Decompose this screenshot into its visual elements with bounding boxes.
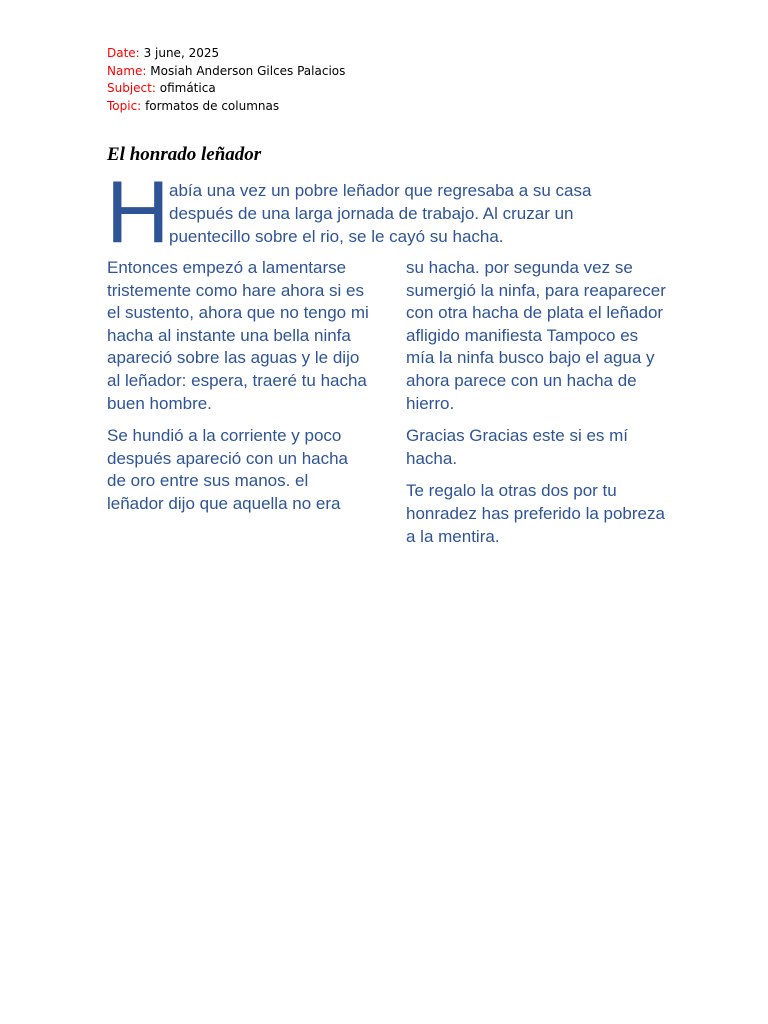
date-line bbox=[107, 45, 345, 63]
paragraph: Gracias Gracias este si es mí hacha. bbox=[406, 426, 629, 468]
document-title: El honrado leñador bbox=[107, 144, 262, 165]
date-value: 3 june, 2025 bbox=[143, 46, 220, 60]
lead-paragraph: abía una vez un pobre leñador que regresaba a su casa después de una larga jornada de trabajo. Al cruzar un puentecillo sobre el rio, se le cayó su hacha. bbox=[169, 181, 592, 246]
drop-cap: H bbox=[106, 162, 170, 261]
subject-value: ofimática bbox=[159, 81, 216, 95]
date-label: Date: bbox=[107, 46, 140, 60]
topic-line bbox=[107, 98, 345, 116]
paragraph: Entonces empezó a lamentarse tristemente como hare ahora si es el sustento, ahora que no tengo mi hacha al instante una bella ninfa apareció sobre las aguas y le dijo al leñador: espera, traeré tu hacha buen hombre. bbox=[107, 258, 369, 413]
name-label: Name: bbox=[107, 63, 147, 78]
header-info bbox=[107, 45, 345, 115]
paragraph: Te regalo la otras dos por tu honradez has preferido la pobreza a la mentira. bbox=[406, 481, 665, 546]
subject-label: Subject: bbox=[107, 81, 156, 95]
right-column bbox=[406, 257, 668, 558]
paragraph: Se hundió a la corriente y poco después apareció con un hacha de oro entre sus manos. el leñador dijo que aquella no era bbox=[107, 426, 349, 513]
paragraph: su hacha. por segunda vez se sumergió la ninfa, para reaparecer con otra hacha de plata el leñador afligido manifiesta Tampoco es mía la ninfa busco bajo el agua y ahora parece con un hacha de hierro. bbox=[406, 258, 666, 413]
topic-label: Topic: bbox=[107, 98, 142, 113]
subject-line bbox=[107, 80, 345, 98]
left-column bbox=[107, 257, 369, 526]
name-line bbox=[107, 63, 345, 81]
topic-value: formatos de columnas bbox=[145, 98, 280, 113]
name-value: Mosiah Anderson Gilces Palacios bbox=[150, 63, 346, 78]
